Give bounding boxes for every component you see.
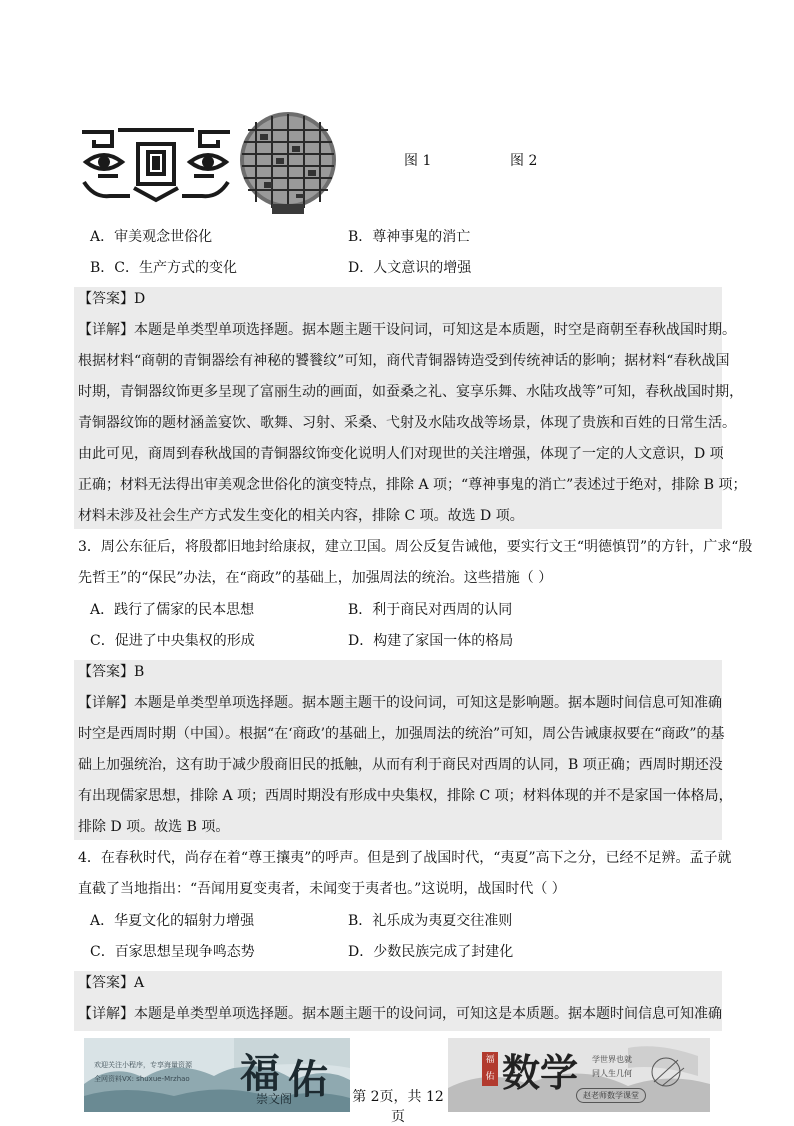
q2-detail-line: 由此可见，商周到春秋战国的青铜器纹饰变化说明人们对现世的关注增强，体现了一定的人文意识，D 项	[78, 446, 724, 462]
banner-right-line1: 学世界也就	[592, 1055, 632, 1064]
banner-left-line1: 欢迎关注小程序，专享海量资源	[94, 1061, 192, 1069]
q4-option-d: D．少数民族完成了封建化	[348, 944, 514, 960]
q4-stem-line: 直截了当地指出：“吾闻用夏变夷者，未闻变于夷者也。”这说明，战国时代（ ）	[78, 881, 566, 897]
q3-options-row-1	[90, 599, 710, 621]
q4-option-a: A．华夏文化的辐射力增强	[90, 913, 255, 929]
bronze-vessel-figure-2	[238, 108, 338, 216]
q3-answer: 【答案】B	[78, 664, 145, 680]
q2-detail-line: 青铜器纹饰的题材涵盖宴饮、歌舞、习射、采桑、弋射及水陆攻战等场景，体现了贵族和百姓的日常生活。	[78, 415, 736, 431]
q2-option-b: B．尊神事鬼的消亡	[348, 229, 471, 245]
q3-detail-line: 有出现儒家思想，排除 A 项；西周时期没有形成中央集权，排除 C 项；材料体现的并不是家国一体格局，	[78, 788, 733, 804]
q2-detail-line: 正确；材料无法得出审美观念世俗化的演变特点，排除 A 项；“尊神事鬼的消亡”表述过于绝对，排除 B 项；	[78, 477, 747, 493]
q2-option-d: D．人文意识的增强	[348, 260, 472, 276]
banner-left-line2: 全网资料VX: shuxue-Mrzhao	[94, 1075, 190, 1083]
q3-option-a: A．践行了儒家的民本思想	[90, 602, 255, 618]
footer-banner-left	[84, 1038, 350, 1112]
q3-options-row-2	[90, 630, 710, 652]
q3-detail-line: 排除 D 项。故选 B 项。	[78, 819, 230, 835]
footer-banner-right	[448, 1038, 710, 1112]
q3-option-b: B．利于商民对西周的认同	[348, 602, 513, 618]
q2-option-c: B．C．生产方式的变化	[90, 260, 237, 276]
q2-detail-line: 【详解】本题是单类型单项选择题。据本题主题干设问词，可知这是本质题，时空是商朝至春秋战国时期。	[78, 322, 736, 338]
q2-detail-line: 根据材料“商朝的青铜器绘有神秘的饕餮纹”可知，商代青铜器铸造受到传统神话的影响；据材料“春秋战国	[78, 353, 730, 369]
q2-detail-line: 时期，青铜器纹饰更多呈现了富丽生动的画面，如蚕桑之礼、宴享乐舞、水陆攻战等”可知，春秋战国时期，	[78, 384, 744, 400]
q3-stem-line: 3．周公东征后，将殷都旧地封给康叔，建立卫国。周公反复告诫他，要实行文王“明德慎罚”的方针，广求“殷	[78, 539, 753, 555]
q2-options-row-2	[90, 257, 710, 279]
q2-option-a: A．审美观念世俗化	[90, 229, 213, 245]
figure-1-caption: 图 1	[404, 153, 432, 169]
q4-option-b: B．礼乐成为夷夏交往准则	[348, 913, 513, 929]
banner-right-tag: 赵老师数学课堂	[576, 1088, 646, 1103]
q3-detail-line: 时空是西周时期（中国）。根据“在‘商政’的基础上，加强周法的统治”可知，周公告诫康叔要在“商政”的基	[78, 726, 725, 742]
banner-left-big-char-2: 佑	[288, 1056, 328, 1103]
q3-option-d: D．构建了家国一体的格局	[348, 633, 514, 649]
q2-detail-line: 材料未涉及社会生产方式发生变化的相关内容，排除 C 项。故选 D 项。	[78, 508, 524, 524]
q4-options-row-2	[90, 941, 710, 963]
banner-left-subtitle: 崇文阁	[256, 1092, 293, 1106]
banner-right-big-text: 数学	[502, 1050, 579, 1095]
q4-stem-line: 4．在春秋时代，尚存在着“尊王攘夷”的呼声。但是到了战国时代，“夷夏”高下之分，已经不足辨。孟子就	[78, 850, 732, 866]
q2-answer: 【答案】D	[78, 291, 146, 307]
q3-stem-line: 先哲王”的“保民”办法，在“商政”的基础上，加强周法的统治。这些措施（ ）	[78, 570, 553, 586]
page-number: 第 2页，共 12页	[352, 1089, 444, 1125]
q3-detail-line: 础上加强统治，这有助于减少殷商旧民的抵触，从而有利于商民对西周的认同，B 项正确；西周时期还没	[78, 757, 723, 773]
banner-right-line2: 同人生几何	[592, 1069, 632, 1078]
figure-2-caption: 图 2	[510, 153, 538, 169]
q4-option-c: C．百家思想呈现争鸣态势	[90, 944, 255, 960]
q4-options-row-1	[90, 910, 710, 932]
figure-area	[78, 108, 718, 218]
q3-option-c: C．促进了中央集权的形成	[90, 633, 255, 649]
banner-right-seal: 福佑	[482, 1052, 498, 1086]
q4-answer: 【答案】A	[78, 975, 145, 991]
q2-options-row-1	[90, 226, 710, 248]
taotie-pattern-figure-1	[78, 122, 234, 204]
q4-detail-line: 【详解】本题是单类型单项选择题。据本题主题干的设问词，可知这是本质题。据本题时间信息可知准确	[78, 1006, 722, 1022]
banner-left-big-char-1: 福	[240, 1050, 280, 1097]
q3-explanation-block	[74, 660, 733, 840]
q3-detail-line: 【详解】本题是单类型单项选择题。据本题主题干的设问词，可知这是影响题。据本题时间信息可知准确	[78, 695, 722, 711]
